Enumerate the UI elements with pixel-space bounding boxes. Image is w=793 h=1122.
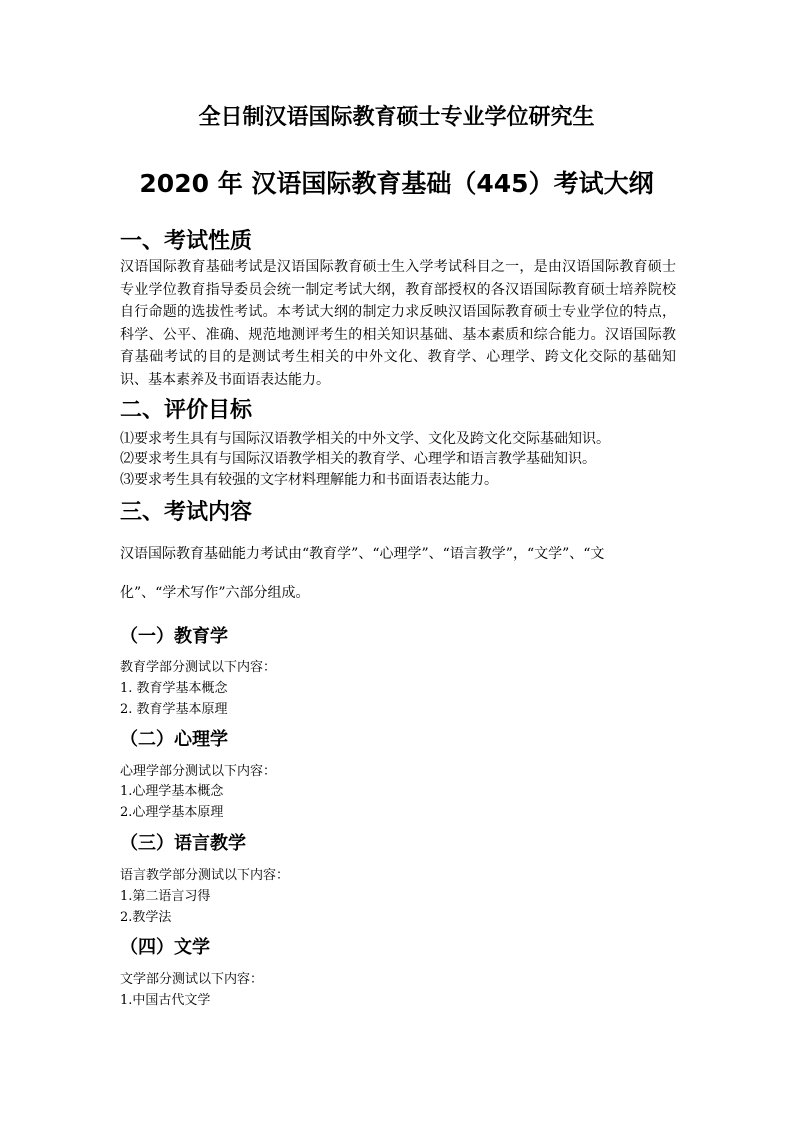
subsection-heading-language-teaching: （三）语言教学 [120,833,246,854]
subsection-intro: 心理学部分测试以下内容： [120,764,277,779]
document-subtitle: 2020 年 汉语国际教育基础（445）考试大纲 [139,169,654,198]
list-item: 1.心理学基本概念 [120,784,224,799]
subsection-intro: 教育学部分测试以下内容： [120,660,277,675]
subsection-heading-literature: （四）文学 [120,937,210,958]
section-heading-exam-nature: 一、考试性质 [120,229,253,254]
exam-nature-paragraph: 汉语国际教育基础考试是汉语国际教育硕士生入学考试科目之一，是由汉语国际教育硕士专业学位教育指导委员会统一制定考试大纲，教育部授权的各汉语国际教育硕士培养院校自行命题的选拔性考试。本考试大纲的制定力求反映汉语国际教育硕士专业学位的特点，科学、公平、准确、规范地测评考生的相关知识基础、基本素质和综合能力。汉语国际教育基础考试的目的是测试考生相关的中外文化、教育学、心理学、跨文化交际的基础知识、基本素养及书面语表达能力。 [120,259,676,388]
exam-content-intro-line: 汉语国际教育基础能力考试由“教育学”、“心理学”、“语言教学”，“文学”、“文 [120,546,605,562]
subsection-heading-pedagogy: （一）教育学 [120,626,228,647]
evaluation-goal-item: ⑵要求考生具有与国际汉语教学相关的教育学、心理学和语言教学基础知识。 [120,451,596,467]
subsection-heading-psychology: （二）心理学 [120,729,228,750]
document-title: 全日制汉语国际教育硕士专业学位研究生 [198,105,595,130]
subsection-intro: 文学部分测试以下内容： [120,972,264,987]
list-item: 1.第二语言习得 [120,889,211,904]
section-heading-evaluation-goals: 二、评价目标 [120,398,253,423]
section-heading-exam-content: 三、考试内容 [120,500,253,525]
subsection-intro: 语言教学部分测试以下内容： [120,868,290,883]
exam-content-intro-line: 化”、“学术写作”六部分组成。 [120,585,310,601]
evaluation-goal-item: ⑶要求考生具有较强的文字材料理解能力和书面语表达能力。 [120,472,498,488]
evaluation-goal-item: ⑴要求考生具有与国际汉语教学相关的中外文学、文化及跨文化交际基础知识。 [120,431,610,447]
list-item: 2.心理学基本原理 [120,805,224,820]
list-item: 1.中国古代文学 [120,993,211,1008]
list-item: 1. 教育学基本概念 [120,681,228,696]
list-item: 2.教学法 [120,910,172,925]
list-item: 2. 教育学基本原理 [120,702,228,717]
